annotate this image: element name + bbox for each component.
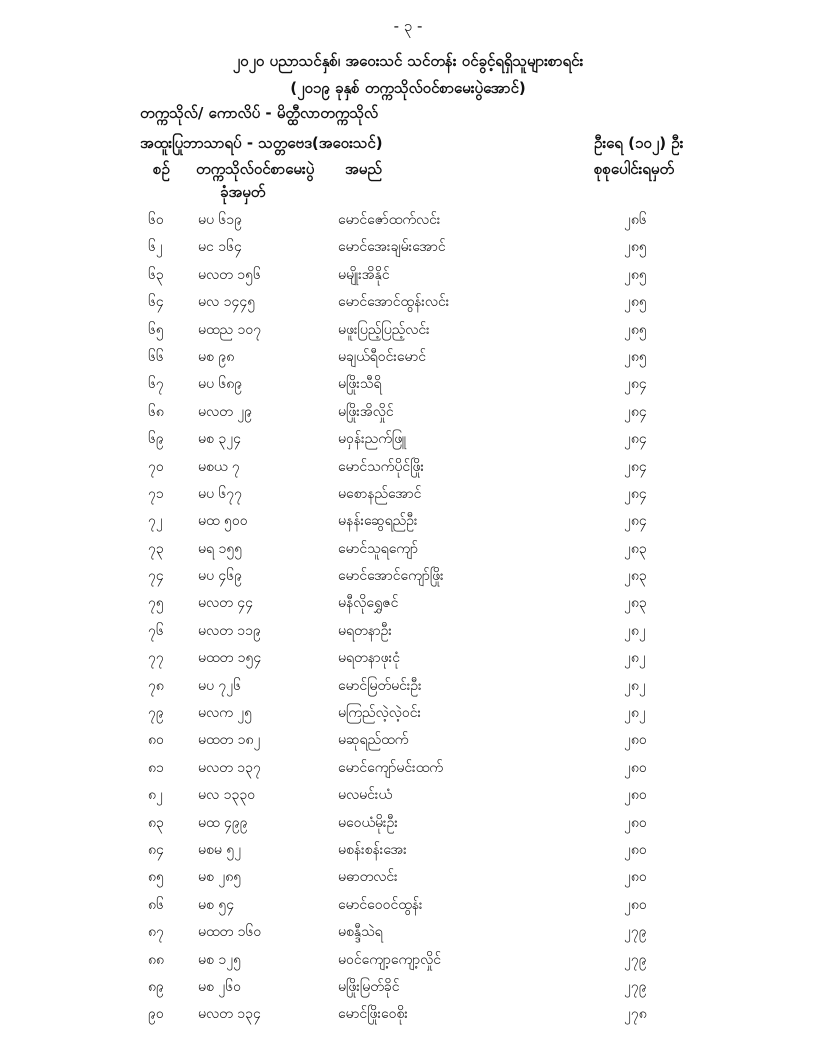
name-cell: မဆုရည်ထက် [338, 732, 409, 749]
student-list [0, 206, 816, 1028]
name-cell: မောင်အောင်ကျော်ဖြိုး [338, 568, 444, 585]
total-marks-cell: ၂၈၃ [624, 595, 647, 612]
serial-no-cell: ၈၅ [148, 869, 164, 886]
table-row [0, 617, 816, 644]
serial-no-cell: ၆၉ [148, 431, 164, 448]
table-row [0, 781, 816, 808]
name-cell: မဓာတလင်း [338, 869, 398, 886]
document-subtitle: (၂၀၁၉ ခုနှစ် တက္ကသိုလ်ဝင်စာမေးပွဲအောင်) [290, 79, 526, 97]
table-row [0, 809, 816, 836]
table-row [0, 863, 816, 890]
roll-number-cell: မပ ၆၁၉ [198, 212, 243, 228]
table-row [0, 1000, 816, 1027]
name-cell: မဝေယံမိုးဦး [338, 814, 398, 831]
table-row [0, 644, 816, 671]
total-marks-cell: ၂၈၅ [624, 266, 647, 283]
total-marks-cell: ၂၇၉ [624, 978, 647, 995]
table-row [0, 507, 816, 534]
name-cell: မလမင်းယံ [338, 787, 393, 804]
table-row [0, 973, 816, 1000]
name-cell: မနီလိုရွှေဇင် [338, 595, 399, 612]
roll-number-cell: မလ ၁၃၃၀ [198, 787, 256, 804]
name-cell: မောင်မြတ်မင်းဦး [338, 677, 422, 694]
document-title: ၂၀၂၀ ပညာသင်နှစ်၊ အဝေးသင် သင်တန်း ဝင်ခွင့်ရရှိသူများစာရင်း [232, 52, 584, 70]
name-cell: မကြည်လဲ့လဲ့ဝင်း [338, 705, 422, 722]
header-roll-number: တက္ကသိုလ်ဝင်စာမေးပွဲ [196, 160, 315, 178]
serial-no-cell: ၆၃ [148, 266, 164, 283]
total-marks-cell: ၂၈၃ [624, 568, 647, 585]
total-marks-cell: ၂၈၂ [624, 650, 646, 667]
university-line: တက္ကသိုလ်/ ကောလိပ် - မိတ္ထီလာတက္ကသိုလ် [140, 104, 379, 122]
roll-number-cell: မထည ၁၀၇ [198, 321, 262, 338]
serial-no-cell: ၈၆ [148, 896, 164, 913]
roll-number-cell: မလ ၁၄၄၅ [198, 294, 256, 311]
table-row [0, 562, 816, 589]
name-cell: မောင်သက်ပိုင်ဖြိုး [338, 458, 425, 475]
name-cell: မနန်းဆွေရည်ဦး [338, 513, 418, 530]
roll-number-cell: မလတ ၁၁၉ [198, 622, 261, 639]
name-cell: မစန်းစန်းအေး [338, 841, 407, 858]
total-marks-cell: ၂၈၅ [624, 239, 647, 256]
total-marks-cell: ၂၇၈ [624, 1006, 647, 1023]
name-cell: မဖူးပြည့်ပြည့်လင်း [338, 321, 430, 338]
serial-no-cell: ၆၂ [148, 239, 163, 256]
roll-number-cell: မစ ၂၆၀ [198, 978, 241, 995]
serial-no-cell: ၇၆ [148, 622, 164, 639]
roll-number-cell: မလတ ၂၉ [198, 403, 252, 420]
roll-number-cell: မရ ၁၅၅ [198, 540, 243, 557]
major-line: အထူးပြုဘာသာရပ် - သတ္တဗေဒ(အဝေးသင်) [140, 134, 383, 152]
serial-no-cell: ၈၄ [148, 841, 164, 858]
serial-no-cell: ၇၀ [148, 458, 164, 475]
table-row [0, 946, 816, 973]
roll-number-cell: မစ ၅၄ [198, 896, 235, 913]
roll-number-cell: မထ ၅၀၀ [198, 513, 248, 530]
total-marks-cell: ၂၈၂ [624, 677, 646, 694]
total-marks-cell: ၂၈၂ [624, 705, 646, 722]
total-marks-cell: ၂၈၀ [624, 759, 647, 776]
total-marks-cell: ၂၈၀ [624, 787, 647, 804]
name-cell: မောင်ဇော်ထက်လင်း [338, 212, 441, 228]
roll-number-cell: မစ ၉၈ [198, 348, 235, 365]
roll-number-cell: မပ ၇၂၆ [198, 677, 242, 694]
name-cell: မောင်ဝေဝင်ထွန်း [338, 896, 423, 913]
total-marks-cell: ၂၈၅ [624, 294, 647, 311]
roll-number-cell: မလတ ၁၃၄ [198, 1006, 261, 1023]
table-row [0, 589, 816, 616]
header-roll-number-line2: ခုံအမှတ် [220, 183, 266, 201]
serial-no-cell: ၇၁ [148, 485, 164, 502]
total-marks-cell: ၂၈၄ [624, 485, 647, 502]
header-serial-no: စဉ် [153, 160, 170, 178]
name-cell: မောင်သူရကျော် [338, 540, 418, 557]
total-marks-cell: ၂၈၀ [624, 814, 647, 831]
serial-no-cell: ၇၃ [148, 540, 164, 557]
serial-no-cell: ၆၅ [148, 321, 164, 338]
serial-no-cell: ၈၀ [148, 732, 164, 749]
roll-number-cell: မလက ၂၅ [198, 705, 253, 722]
table-row [0, 754, 816, 781]
roll-number-cell: မလတ ၁၃၇ [198, 759, 261, 776]
name-cell: မောင်အေးချမ်းအောင် [338, 239, 446, 256]
roll-number-cell: မပ ၆၈၉ [198, 376, 243, 393]
table-row [0, 891, 816, 918]
total-marks-cell: ၂၈၅ [624, 348, 647, 365]
serial-no-cell: ၇၂ [148, 513, 163, 530]
roll-number-cell: မစ ၁၂၅ [198, 951, 241, 968]
total-marks-cell: ၂၈၄ [624, 458, 647, 475]
page-number: - ၃ - [393, 17, 423, 35]
name-cell: မောင်အောင်ထွန်းလင်း [338, 294, 450, 311]
table-row [0, 918, 816, 945]
roll-number-cell: မစ ၂၈၅ [198, 869, 242, 886]
name-cell: မဖြိုးမြတ်ခိုင် [338, 978, 400, 995]
table-row [0, 535, 816, 562]
serial-no-cell: ၈၃ [148, 814, 164, 831]
table-row [0, 836, 816, 863]
table-row [0, 480, 816, 507]
roll-number-cell: မစမ ၅၂ [198, 841, 242, 858]
total-marks-cell: ၂၈၄ [624, 513, 647, 530]
name-cell: မစောနည်အောင် [338, 485, 422, 502]
roll-number-cell: မပ ၆၇၇ [198, 485, 243, 502]
name-cell: မဖြိုးသီရိ [338, 376, 382, 393]
total-marks-cell: ၂၈၀ [624, 841, 647, 858]
serial-no-cell: ၆၄ [148, 294, 164, 311]
name-cell: မရတနာဖုးငုံ [338, 650, 400, 667]
roll-number-cell: မထတ ၁၆၀ [198, 924, 262, 941]
serial-no-cell: ၇၇ [148, 650, 164, 667]
serial-no-cell: ၈၇ [148, 924, 164, 941]
table-row [0, 726, 816, 753]
serial-no-cell: ၈၉ [148, 978, 164, 995]
table-row [0, 343, 816, 370]
roll-number-cell: မစယ ၇ [198, 458, 240, 475]
roll-number-cell: မလတ ၄၄ [198, 595, 253, 612]
serial-no-cell: ၇၉ [148, 705, 164, 722]
name-cell: မဝင်ကျော့ကျော့လှိုင် [338, 951, 442, 968]
table-row [0, 699, 816, 726]
table-row [0, 233, 816, 260]
total-marks-cell: ၂၈၄ [624, 403, 647, 420]
table-row [0, 370, 816, 397]
total-marks-cell: ၂၈၄ [624, 431, 647, 448]
name-cell: မချယ်ရီဝင်းမောင် [338, 348, 427, 365]
roll-number-cell: မထတ ၁၅၄ [198, 650, 262, 667]
roll-number-cell: မင ၁၆၄ [198, 239, 242, 256]
header-total-marks: စုစုပေါင်းရမှတ် [594, 160, 675, 178]
serial-no-cell: ၇၈ [148, 677, 164, 694]
name-cell: မစန္ဒီသဲရ [338, 924, 383, 941]
roll-number-cell: မစ ၃၂၄ [198, 431, 241, 448]
total-marks-cell: ၂၈၀ [624, 869, 647, 886]
roll-number-cell: မထတ ၁၈၂ [198, 732, 261, 749]
total-marks-cell: ၂၈၀ [624, 896, 647, 913]
table-row [0, 425, 816, 452]
serial-no-cell: ၆၀ [148, 212, 164, 228]
table-row [0, 206, 816, 233]
roll-number-cell: မထ ၄၉၉ [198, 814, 248, 831]
table-row [0, 672, 816, 699]
serial-no-cell: ၈၂ [148, 787, 163, 804]
total-marks-cell: ၂၈၅ [624, 321, 647, 338]
header-name: အမည် [345, 160, 382, 178]
table-row [0, 288, 816, 315]
name-cell: မရတနာဦး [338, 622, 392, 639]
table-row [0, 398, 816, 425]
table-row [0, 261, 816, 288]
name-cell: မောင်ဖြိုးဝေစိုး [338, 1006, 408, 1023]
serial-no-cell: ၈၁ [148, 759, 164, 776]
total-marks-cell: ၂၇၉ [624, 951, 647, 968]
name-cell: မဖြိုးအိလှိုင် [338, 403, 394, 420]
serial-no-cell: ၈၈ [148, 951, 164, 968]
table-row [0, 316, 816, 343]
total-marks-cell: ၂၈၆ [624, 212, 647, 228]
serial-no-cell: ၆၈ [148, 403, 164, 420]
serial-no-cell: ၇၄ [148, 568, 164, 585]
student-count: ဦးရေ (၁၀၂) ဦး [594, 134, 684, 152]
total-marks-cell: ၂၇၉ [624, 924, 647, 941]
total-marks-cell: ၂၈၃ [624, 540, 647, 557]
total-marks-cell: ၂၈၄ [624, 376, 647, 393]
name-cell: မောင်ကျော်မင်းထက် [338, 759, 443, 776]
serial-no-cell: ၆၇ [148, 376, 164, 393]
total-marks-cell: ၂၈၀ [624, 732, 647, 749]
serial-no-cell: ၆၆ [148, 348, 164, 365]
serial-no-cell: ၉၀ [148, 1006, 164, 1023]
roll-number-cell: မလတ ၁၅၆ [198, 266, 261, 283]
name-cell: မမျိုးအိနိုင် [338, 266, 390, 283]
roll-number-cell: မပ ၄၆၉ [198, 568, 243, 585]
serial-no-cell: ၇၅ [148, 595, 164, 612]
total-marks-cell: ၂၈၂ [624, 622, 646, 639]
table-row [0, 453, 816, 480]
name-cell: မဝှန်းညက်ဖြူ [338, 431, 407, 448]
